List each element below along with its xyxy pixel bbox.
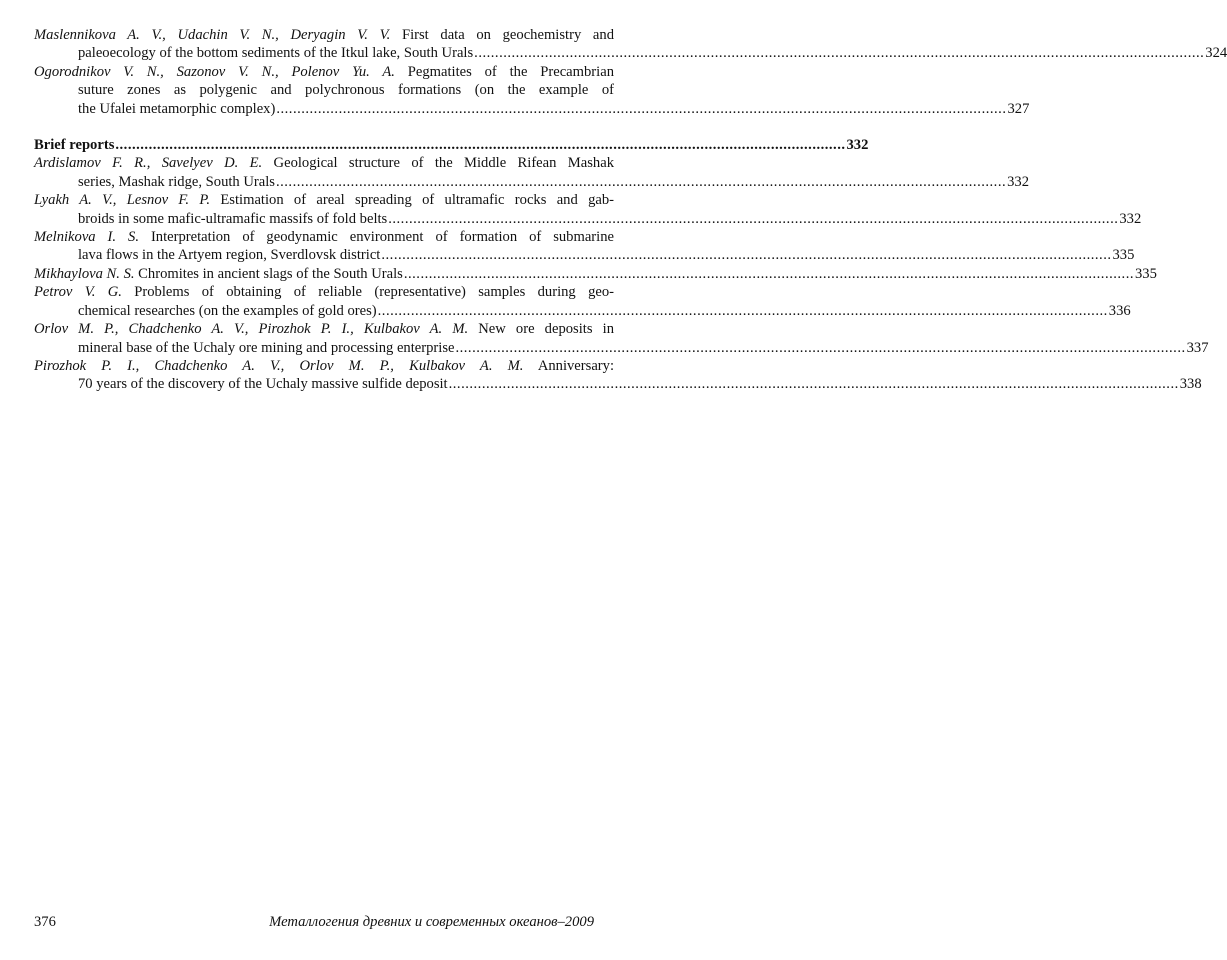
entry-authors: Ogorodnikov V. N., Sazonov V. N., Polenov Yu. A. — [34, 63, 395, 80]
entry-last-line — [34, 100, 1030, 118]
table-of-contents — [34, 26, 1227, 394]
page-number: 327 — [1007, 100, 1030, 117]
entry-first-line — [34, 191, 614, 209]
entry-title — [34, 64, 614, 80]
entry-title-start: First data on geochemistry and — [401, 27, 614, 43]
entry-authors: Maslennikova A. V., Udachin V. N., Deryagin V. V. — [34, 27, 391, 43]
entry-last-line — [34, 375, 1202, 393]
entry-title — [34, 155, 614, 171]
leader-dots — [455, 339, 1185, 357]
page-number: 332 — [846, 137, 869, 154]
entry-last-line — [34, 246, 1135, 264]
brief-reports-list — [34, 154, 1209, 393]
running-footer-title: Металлогения древних и современных океанов–2009 — [269, 914, 594, 930]
entry-title-start: Pegmatites of the Precambrian — [407, 63, 614, 80]
entry-authors: Orlov M. P., Chadchenko A. V., Pirozhok P. I., Kulbakov A. M. — [34, 321, 469, 338]
entry-title — [34, 284, 614, 300]
page-number: 335 — [1134, 265, 1157, 282]
page-number: 332 — [1119, 210, 1142, 227]
entry-first-line — [34, 228, 614, 246]
entry-authors: Melnikova I. S. — [34, 229, 139, 246]
entry-authors: Petrov V. G. — [34, 284, 122, 301]
entry-last-line — [34, 302, 1131, 320]
toc-entry[interactable] — [34, 63, 1030, 118]
entry-authors: Mikhaylova N. S. — [34, 265, 135, 282]
entry-title-start: Anniversary: — [537, 357, 615, 374]
entry-title-end: the Ufalei metamorphic complex) — [78, 100, 276, 117]
page-number: 324 — [1205, 45, 1227, 62]
entry-first-line — [34, 357, 614, 375]
toc-entry[interactable] — [34, 26, 1227, 63]
toc-entry[interactable] — [34, 265, 1157, 283]
leader-dots — [378, 302, 1108, 320]
entry-title-end: broids in some mafic-ultramafic massifs of fold belts — [78, 210, 388, 227]
entry-title-end: 70 years of the discovery of the Uchaly massive sulfide deposit — [78, 376, 448, 393]
entry-title-start: New ore deposits in — [478, 321, 614, 338]
entry-title — [34, 229, 614, 245]
folio: 376 — [34, 914, 56, 930]
page-number: 338 — [1179, 376, 1202, 393]
entry-title — [34, 321, 614, 337]
page-number: 335 — [1112, 247, 1135, 264]
entry-authors: Lyakh A. V., Lesnov F. P. — [34, 192, 211, 209]
entry-title-end: chemical researches (on the examples of gold ores) — [78, 302, 377, 319]
section-title: Brief reports — [34, 137, 115, 154]
toc-entry[interactable] — [34, 228, 1135, 265]
page-number: 337 — [1186, 339, 1209, 356]
entry-title — [34, 265, 403, 283]
entry-last-line — [34, 210, 1142, 228]
entry-first-line — [34, 320, 614, 338]
leader-dots — [449, 375, 1179, 393]
contents-list — [34, 26, 1227, 118]
toc-entry[interactable] — [34, 191, 1142, 228]
entry-first-line — [34, 26, 614, 44]
toc-entry[interactable] — [34, 357, 1202, 394]
leader-dots — [474, 44, 1204, 62]
entry-first-line — [34, 265, 1157, 283]
brief-reports-heading[interactable] — [34, 136, 869, 154]
entry-title-start: Estimation of areal spreading of ultramafic rocks and gab- — [220, 192, 614, 209]
leader-dots — [381, 246, 1111, 264]
entry-title-end: series, Mashak ridge, South Urals — [78, 173, 275, 190]
entry-title — [34, 27, 614, 43]
entry-title-continued: suture zones as polygenic and polychronous formations (on the example of — [78, 82, 614, 99]
toc-entry[interactable] — [34, 283, 1131, 320]
entry-last-line — [34, 339, 1209, 357]
entry-title-start: Problems of obtaining of reliable (representative) samples during geo- — [134, 284, 614, 301]
entry-last-line — [34, 173, 1029, 191]
page-number: 336 — [1108, 302, 1131, 319]
entry-title-end: lava flows in the Artyem region, Sverdlovsk district — [78, 247, 381, 264]
leader-dots — [388, 210, 1118, 228]
entry-continuation-line — [34, 81, 614, 99]
leader-dots — [276, 173, 1006, 191]
entry-first-line — [34, 154, 614, 172]
entry-title — [34, 358, 614, 374]
leader-dots — [276, 100, 1006, 118]
entry-first-line — [34, 63, 614, 81]
entry-last-line — [34, 44, 1227, 62]
leader-dots — [115, 136, 845, 154]
entry-first-line — [34, 283, 614, 301]
page-number: 332 — [1007, 173, 1029, 190]
entry-title-end: paleoecology of the bottom sediments of the Itkul lake, South Urals — [78, 45, 474, 62]
entry-title-end: mineral base of the Uchaly ore mining and processing enterprise — [78, 339, 455, 356]
entry-title-start: Interpretation of geodynamic environment of formation of submarine — [150, 229, 614, 246]
leader-dots — [404, 265, 1134, 283]
entry-title-start: Chromites in ancient slags of the South Urals — [138, 265, 403, 282]
toc-entry[interactable] — [34, 154, 1029, 191]
entry-authors: Ardislamov F. R., Savelyev D. E. — [34, 155, 263, 172]
entry-authors: Pirozhok P. I., Chadchenko A. V., Orlov M. P., Kulbakov A. M. — [34, 357, 524, 374]
entry-title — [34, 192, 614, 208]
entry-title-start: Geological structure of the Middle Rifean Mashak — [273, 155, 614, 172]
toc-entry[interactable] — [34, 320, 1209, 357]
